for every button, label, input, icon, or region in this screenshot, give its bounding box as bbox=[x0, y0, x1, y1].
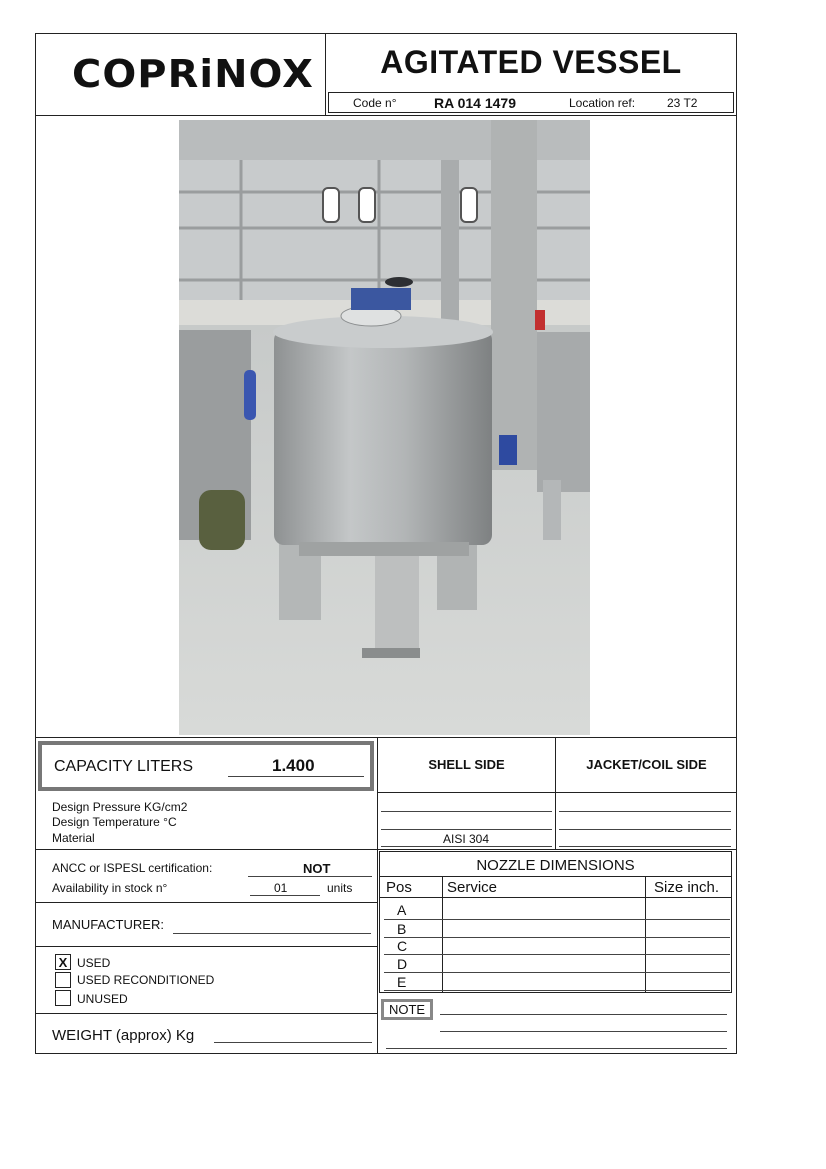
header-bottom-rule bbox=[35, 115, 737, 116]
design-temperature-label: Design Temperature °C bbox=[52, 815, 177, 829]
jacket-temperature-field bbox=[559, 829, 731, 830]
jacket-pressure-field bbox=[559, 811, 731, 812]
nozzle-row-rule bbox=[384, 954, 730, 955]
used-label: USED bbox=[77, 956, 111, 970]
weight-label: WEIGHT (approx) Kg bbox=[52, 1027, 195, 1044]
shell-material-value: AISI 304 bbox=[443, 832, 490, 846]
material-label: Material bbox=[52, 831, 95, 845]
nozzle-row-rule bbox=[384, 972, 730, 973]
note-label: NOTE bbox=[381, 999, 433, 1020]
stock-unit: units bbox=[327, 881, 353, 895]
column-header-rule bbox=[377, 792, 737, 793]
shell-material-field bbox=[381, 846, 552, 847]
manufacturer-label: MANUFACTURER: bbox=[52, 917, 164, 932]
nozzle-header-pos: Pos bbox=[386, 879, 412, 896]
capacity-label: CAPACITY LITERS bbox=[54, 758, 193, 775]
nozzle-header-rule bbox=[379, 897, 732, 898]
code-row bbox=[328, 92, 734, 113]
location-label: Location ref: bbox=[569, 96, 636, 110]
nozzle-row-rule bbox=[384, 990, 730, 991]
manufacturer-bottom-rule bbox=[35, 946, 377, 947]
company-logo: COPRiNOX bbox=[72, 52, 314, 96]
shell-pressure-field bbox=[381, 811, 552, 812]
nozzle-pos-c: C bbox=[397, 938, 408, 954]
certification-underline bbox=[248, 876, 372, 877]
capacity-box bbox=[38, 741, 374, 791]
nozzle-pos-e: E bbox=[397, 974, 407, 990]
capacity-value: 1.400 bbox=[272, 756, 315, 775]
nozzle-col-divider-2 bbox=[645, 876, 646, 993]
note-line-3 bbox=[386, 1048, 727, 1049]
stock-underline bbox=[250, 895, 320, 896]
cert-bottom-rule bbox=[35, 902, 377, 903]
used-reconditioned-label: USED RECONDITIONED bbox=[77, 973, 215, 987]
nozzle-header-size: Size inch. bbox=[654, 879, 720, 896]
vessel-photo bbox=[179, 120, 590, 735]
shell-temperature-field bbox=[381, 829, 552, 830]
nozzle-row-rule bbox=[384, 937, 730, 938]
nozzle-title: NOZZLE DIMENSIONS bbox=[476, 857, 635, 874]
certification-label: ANCC or ISPESL certification: bbox=[52, 861, 213, 875]
note-line-2 bbox=[440, 1031, 727, 1032]
used-checkbox[interactable]: X bbox=[55, 954, 71, 970]
location-value: 23 T2 bbox=[667, 96, 698, 110]
manufacturer-field bbox=[173, 933, 371, 934]
certification-value: NOT bbox=[303, 861, 331, 876]
table-center-divider bbox=[377, 737, 378, 1054]
nozzle-pos-d: D bbox=[397, 956, 408, 972]
stock-value: 01 bbox=[274, 881, 288, 895]
weight-field bbox=[214, 1042, 372, 1043]
condition-bottom-rule bbox=[35, 1013, 377, 1014]
nozzle-row-rule bbox=[384, 919, 730, 920]
shell-jacket-divider bbox=[555, 737, 556, 849]
design-pressure-label: Design Pressure KG/cm2 bbox=[52, 800, 188, 814]
note-line-1 bbox=[440, 1014, 727, 1015]
jacket-material-field bbox=[559, 846, 731, 847]
design-bottom-rule bbox=[35, 849, 737, 850]
vessel-photo-illustration bbox=[179, 120, 590, 735]
unused-label: UNUSED bbox=[77, 992, 128, 1006]
nozzle-pos-b: B bbox=[397, 921, 407, 937]
nozzle-col-divider-1 bbox=[442, 876, 443, 993]
document-title: AGITATED VESSEL bbox=[380, 44, 682, 80]
code-value: RA 014 1479 bbox=[434, 95, 516, 111]
stock-label: Availability in stock n° bbox=[52, 881, 168, 895]
used-reconditioned-checkbox[interactable] bbox=[55, 972, 71, 988]
unused-checkbox[interactable] bbox=[55, 990, 71, 1006]
shell-side-header: SHELL SIDE bbox=[428, 757, 505, 772]
nozzle-title-rule bbox=[379, 876, 732, 877]
code-label: Code n° bbox=[353, 96, 397, 110]
nozzle-header-service: Service bbox=[447, 879, 498, 896]
nozzle-pos-a: A bbox=[397, 902, 407, 918]
table-top-rule bbox=[35, 737, 737, 738]
jacket-coil-side-header: JACKET/COIL SIDE bbox=[586, 757, 707, 772]
capacity-underline bbox=[228, 776, 364, 777]
